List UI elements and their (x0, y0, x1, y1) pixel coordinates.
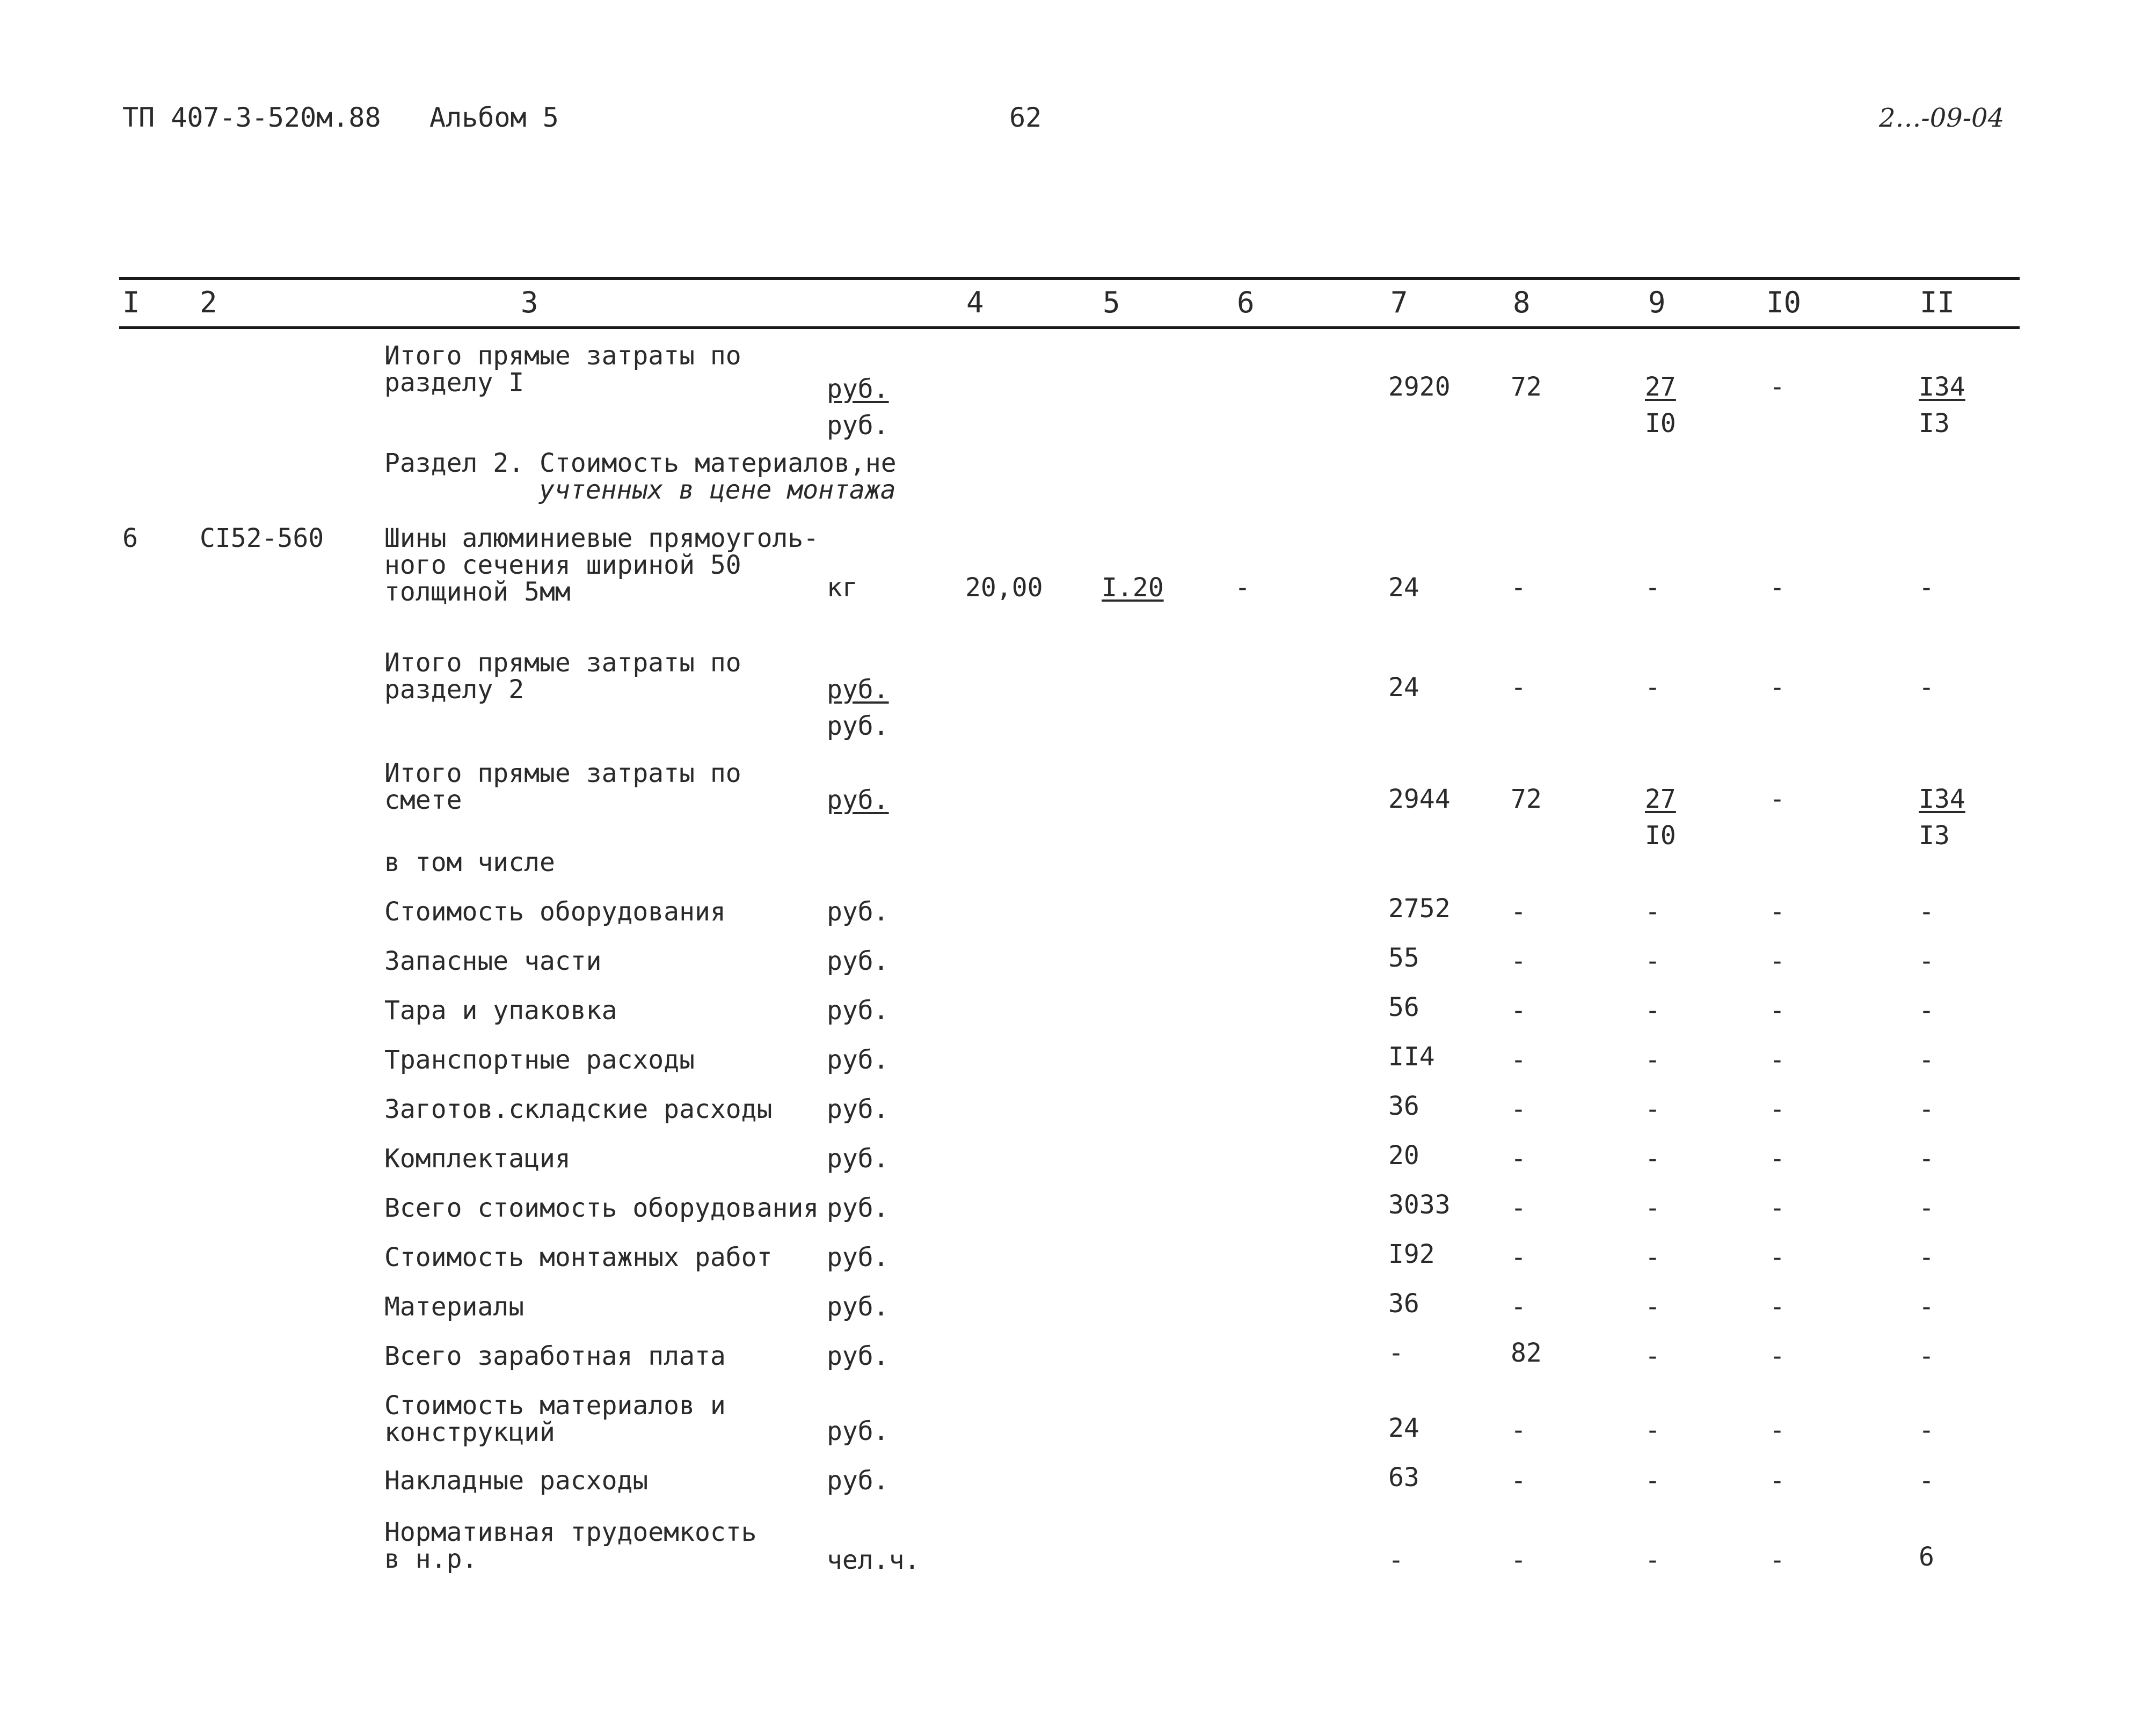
row-description: Всего заработная плата (384, 1341, 726, 1371)
row-unit-secondary: руб. (827, 411, 889, 441)
row-value-col9: - (1645, 897, 1660, 927)
row-value-col11: - (1919, 1193, 1934, 1223)
row-value-col11: - (1919, 1144, 1934, 1174)
row-description: Нормативная трудоемкость в н.р. (384, 1517, 757, 1574)
row-unit: руб. (827, 1341, 889, 1371)
row-value-col9: 27 I0 (1645, 372, 1676, 438)
row-value-col7: 36 (1388, 1091, 1419, 1121)
row-unit: руб. (827, 996, 889, 1026)
row-unit: руб. (827, 785, 889, 815)
row-value-col11: 6 (1919, 1542, 1934, 1572)
row-unit: руб. (827, 1242, 889, 1273)
row-value-col9: 27 I0 (1645, 784, 1676, 851)
row-value-col8: - (1511, 1242, 1526, 1273)
column-number-6: 6 (1237, 286, 1255, 319)
table-top-rule (119, 277, 2020, 280)
column-number-4: 4 (966, 286, 984, 319)
row-value-col7: 63 (1388, 1463, 1419, 1493)
row-value-col7: 24 (1388, 1413, 1419, 1443)
row-value-col11: I34 I3 (1919, 784, 1965, 851)
row-value-col11: - (1919, 1292, 1934, 1322)
row-value-col8: - (1511, 1292, 1526, 1322)
row-value-col8: - (1511, 1466, 1526, 1496)
row-unit: руб. (827, 1466, 889, 1496)
row-value-col10: - (1769, 1341, 1785, 1371)
row-description: Материалы (384, 1292, 525, 1322)
row-value-col7: 20 (1388, 1140, 1419, 1171)
row-description: Итого прямые затраты по разделу 2 (384, 648, 741, 705)
row-value-col11: - (1919, 996, 1934, 1026)
row-description: Шины алюминиевые прямоуголь- ного сечения шириной 50 толщиной 5мм (384, 523, 819, 607)
row-value-col11: - (1919, 897, 1934, 927)
row-value-col10: - (1769, 1466, 1785, 1496)
row-value-col10: - (1769, 1193, 1785, 1223)
row-value-col11-secondary: I3 (1919, 821, 1950, 851)
row-value-col10: - (1769, 1242, 1785, 1273)
row-value-col7: 55 (1388, 943, 1419, 973)
row-value-col9: - (1645, 996, 1660, 1026)
row-value-col9: - (1645, 1292, 1660, 1322)
row-value-col8: - (1511, 573, 1526, 603)
row-value-col10: - (1769, 946, 1785, 976)
row-value-col8: - (1511, 1415, 1526, 1445)
row-description: Заготов.складские расходы (384, 1094, 773, 1124)
row-value-col8: 72 (1511, 784, 1542, 814)
row-value-col7: 36 (1388, 1289, 1419, 1319)
row-unit: руб. (827, 1094, 889, 1124)
column-number-3: 3 (521, 286, 538, 319)
row-description: Запасные части (384, 946, 602, 976)
row-description: Транспортные расходы (384, 1045, 695, 1075)
row-value-col11: - (1919, 946, 1934, 976)
row-value-col7: 2920 (1388, 372, 1451, 402)
section-subtitle: учтенных в цене монтажа (539, 475, 896, 505)
row-unit-secondary: руб. (827, 711, 889, 741)
row-description: Стоимость материалов и конструкций (384, 1391, 726, 1447)
row-value-col8: - (1511, 897, 1526, 927)
row-value-col7: II4 (1388, 1042, 1435, 1072)
row-value-col9: - (1645, 1094, 1660, 1124)
row-value-col8: - (1511, 1144, 1526, 1174)
album-label: Альбом 5 (429, 102, 559, 133)
row-value-col10: - (1769, 1045, 1785, 1075)
row-value-col7: - (1388, 1338, 1404, 1368)
row-value-col8: - (1511, 996, 1526, 1026)
row-value-col8: - (1511, 1094, 1526, 1124)
row-unit: руб. (827, 897, 889, 927)
row-value-col7: 2944 (1388, 784, 1451, 814)
column-number-10: I0 (1766, 286, 1802, 319)
row-unit: кг (827, 573, 858, 603)
row-unit: чел.ч. (827, 1545, 920, 1575)
row-unit: руб. (827, 1045, 889, 1075)
row-value-col5: I.20 (1102, 573, 1164, 603)
row-description: Всего стоимость оборудования (384, 1193, 819, 1223)
row-value-col10: - (1769, 372, 1785, 402)
row-value-col9: - (1645, 1415, 1660, 1445)
row-value-col9: - (1645, 1242, 1660, 1273)
row-value-col10: - (1769, 996, 1785, 1026)
row-unit: руб. (827, 946, 889, 976)
row-value-col11: - (1919, 1094, 1934, 1124)
row-value-col11-secondary: I3 (1919, 408, 1950, 438)
row-value-col9: - (1645, 672, 1660, 703)
row-value-col7: 2752 (1388, 894, 1451, 924)
row-value-col11: I34 I3 (1919, 372, 1965, 438)
row-unit: руб. (827, 1292, 889, 1322)
row-value-col9: - (1645, 946, 1660, 976)
document-code: ТП 407-3-520м.88 (122, 102, 381, 133)
handwritten-mark: 2…-09-04 (1879, 103, 2005, 133)
row-value-col7: 3033 (1388, 1190, 1451, 1220)
column-number-8: 8 (1513, 286, 1531, 319)
row-value-col8: - (1511, 946, 1526, 976)
row-value-col8: - (1511, 1545, 1526, 1575)
row-value-col8: - (1511, 1045, 1526, 1075)
row-value-col7: I92 (1388, 1239, 1435, 1269)
row-value-col9: - (1645, 1466, 1660, 1496)
row-value-col11: - (1919, 672, 1934, 703)
row-unit: руб. (827, 1144, 889, 1174)
row-value-col9-secondary: I0 (1645, 821, 1676, 851)
row-number: 6 (122, 523, 138, 553)
page-number: 62 (1009, 102, 1042, 133)
row-value-col11: - (1919, 1045, 1934, 1075)
row-value-col10: - (1769, 1292, 1785, 1322)
row-value-col6: - (1235, 573, 1250, 603)
row-value-col10: - (1769, 1545, 1785, 1575)
column-number-7: 7 (1390, 286, 1408, 319)
column-number-1: I (122, 286, 140, 319)
row-unit: руб. руб. (827, 374, 889, 441)
row-value-col11: - (1919, 573, 1934, 603)
row-description: Итого прямые затраты по разделу I (384, 341, 741, 398)
row-value-col8: - (1511, 672, 1526, 703)
row-value-col9: - (1645, 1341, 1660, 1371)
row-value-col7: 56 (1388, 992, 1419, 1022)
row-unit: руб. руб. (827, 675, 889, 741)
column-number-5: 5 (1103, 286, 1120, 319)
row-value-col7: 24 (1388, 672, 1419, 703)
row-value-col9: - (1645, 1193, 1660, 1223)
row-value-col11: - (1919, 1341, 1934, 1371)
row-value-col10: - (1769, 897, 1785, 927)
column-number-11: II (1920, 286, 1955, 319)
row-description: в том числе (384, 847, 555, 878)
row-value-col9: - (1645, 1144, 1660, 1174)
row-value-col10: - (1769, 573, 1785, 603)
column-number-9: 9 (1648, 286, 1666, 319)
row-description: Стоимость оборудования (384, 897, 726, 927)
row-value-col11: - (1919, 1415, 1934, 1445)
section-title: Раздел 2. Стоимость материалов,не учтенных в цене монтажа (384, 448, 897, 505)
row-value-col10: - (1769, 784, 1785, 814)
row-value-col11: - (1919, 1242, 1934, 1273)
row-value-col8: - (1511, 1193, 1526, 1223)
row-value-col4: 20,00 (965, 573, 1043, 603)
row-description: Тара и упаковка (384, 996, 617, 1026)
row-description: Итого прямые затраты по смете (384, 758, 741, 815)
row-value-col9: - (1645, 573, 1660, 603)
row-value-col7: - (1388, 1545, 1404, 1575)
row-code: CI52-560 (200, 523, 324, 553)
row-unit: руб. (827, 1416, 889, 1446)
row-value-col11: - (1919, 1466, 1934, 1496)
row-value-col8: 72 (1511, 372, 1542, 402)
table-header-rule (119, 326, 2020, 329)
row-value-col7: 24 (1388, 573, 1419, 603)
row-description: Накладные расходы (384, 1466, 649, 1496)
row-description: Стоимость монтажных работ (384, 1242, 773, 1273)
row-description: Комплектация (384, 1144, 571, 1174)
row-value-col10: - (1769, 672, 1785, 703)
row-value-col10: - (1769, 1144, 1785, 1174)
row-value-col10: - (1769, 1415, 1785, 1445)
row-value-col9-secondary: I0 (1645, 408, 1676, 438)
column-number-2: 2 (200, 286, 217, 319)
row-value-col8: 82 (1511, 1338, 1542, 1368)
row-value-col9: - (1645, 1545, 1660, 1575)
row-value-col10: - (1769, 1094, 1785, 1124)
row-value-col9: - (1645, 1045, 1660, 1075)
row-unit: руб. (827, 1193, 889, 1223)
